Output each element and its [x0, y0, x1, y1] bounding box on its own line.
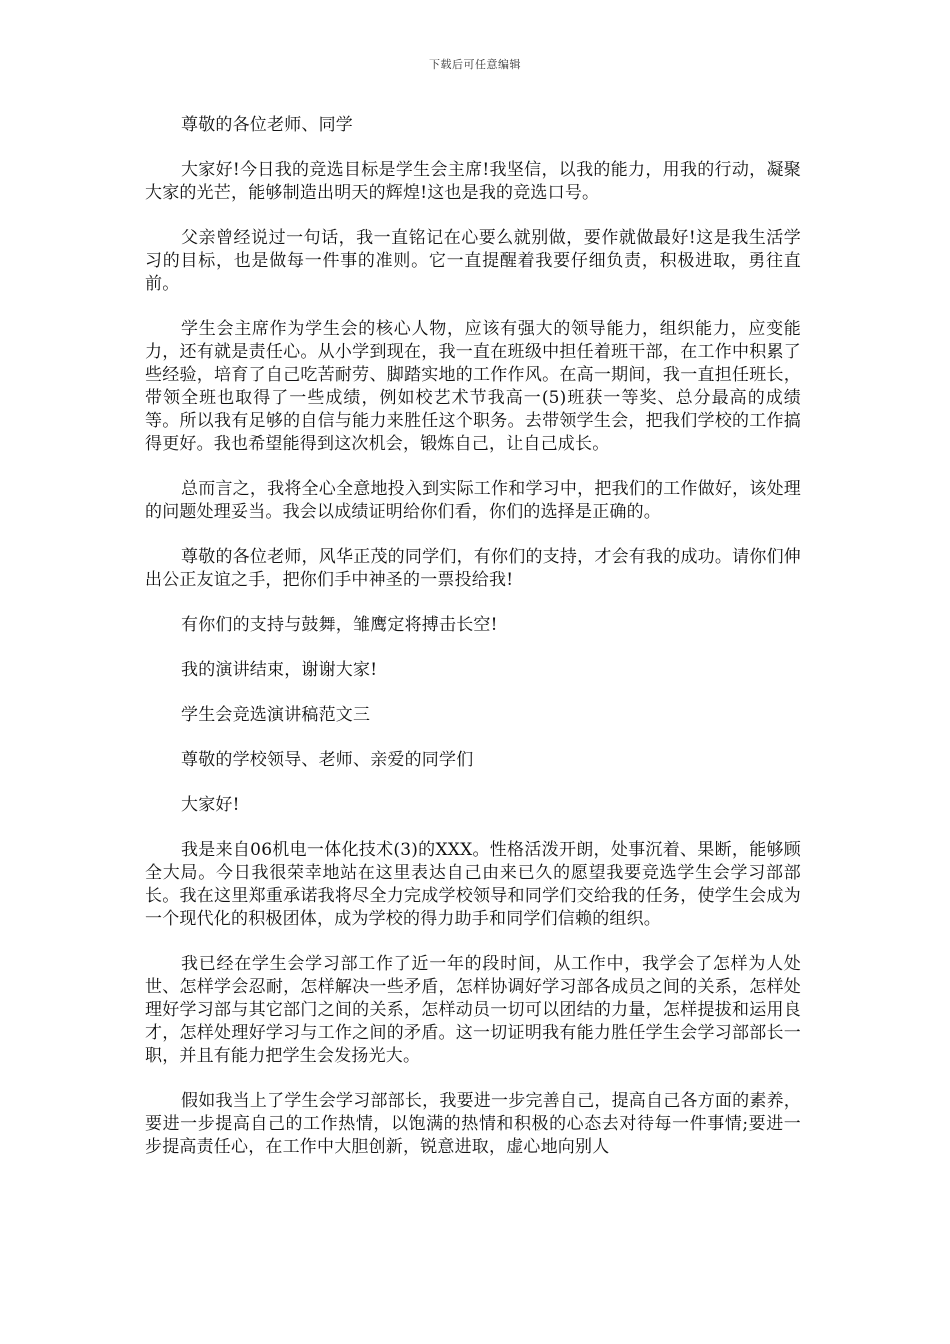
paragraph: 父亲曾经说过一句话，我一直铭记在心要么就别做，要作就做最好!这是我生活学习的目标，也是做每一件事的准则。它一直提醒着我要仔细负责，积极进取，勇往直前。: [145, 228, 801, 294]
paragraph: 我已经在学生会学习部工作了近一年的段时间，从工作中，我学会了怎样为人处世、怎样学会忍耐，怎样解决一些矛盾，怎样协调好学习部各成员之间的关系，怎样处理好学习部与其它部门之间的关系，怎样动员一切可以团结的力量，怎样提拔和运用良才，怎样处理好学习与工作之间的矛盾。这一切证明我有能力胜任学生会学习部部长一职，并且有能力把学生会发扬光大。: [145, 954, 801, 1066]
paragraph: 我是来自06机电一体化技术(3)的XXX。性格活泼开朗，处事沉着、果断，能够顾全大局。今日我很荣幸地站在这里表达自己由来已久的愿望我要竞选学生会学习部部长。我在这里郑重承诺我将尽全力完成学校领导和同学们交给我的任务，使学生会成为一个现代化的积极团体，成为学校的得力助手和同学们信赖的组织。: [145, 840, 801, 929]
paragraph: 总而言之，我将全心全意地投入到实际工作和学习中，把我们的工作做好，该处理的问题处理妥当。我会以成绩证明给你们看，你们的选择是正确的。: [145, 479, 801, 522]
section-title: 学生会竞选演讲稿范文三: [181, 705, 371, 725]
greeting-line: 尊敬的各位老师、同学: [181, 115, 353, 135]
paragraph: 大家好!今日我的竞选目标是学生会主席!我坚信，以我的能力，用我的行动，凝聚大家的光芒，能够制造出明天的辉煌!这也是我的竞选口号。: [145, 160, 801, 203]
greeting-line: 大家好!: [181, 795, 240, 815]
paragraph: 假如我当上了学生会学习部部长，我要进一步完善自己，提高自己各方面的素养，要进一步提高自己的工作热情，以饱满的热情和积极的心态去对待每一件事情;要进一步提高责任心，在工作中大胆创新，锐意进取，虚心地向别人: [145, 1091, 801, 1157]
closing-line: 我的演讲结束，谢谢大家!: [181, 660, 378, 680]
page-header-note: 下载后可任意编辑: [429, 58, 521, 71]
paragraph: 学生会主席作为学生会的核心人物，应该有强大的领导能力，组织能力，应变能力，还有就是责任心。从小学到现在，我一直在班级中担任着班干部，在工作中积累了些经验，培育了自己吃苦耐劳、脚踏实地的工作作风。在高一期间，我一直担任班长，带领全班也取得了一些成绩，例如校艺术节我高一(5)班获一等奖、总分最高的成绩等。所以我有足够的自信与能力来胜任这个职务。去带领学生会，把我们学校的工作搞得更好。我也希望能得到这次机会，锻炼自己，让自己成长。: [145, 319, 801, 454]
paragraph: 尊敬的各位老师，风华正茂的同学们，有你们的支持，才会有我的成功。请你们伸出公正友谊之手，把你们手中神圣的一票投给我!: [145, 547, 801, 590]
document-body: [145, 114, 801, 1159]
paragraph: 有你们的支持与鼓舞，雏鹰定将搏击长空!: [181, 615, 498, 635]
greeting-line: 尊敬的学校领导、老师、亲爱的同学们: [181, 750, 474, 770]
